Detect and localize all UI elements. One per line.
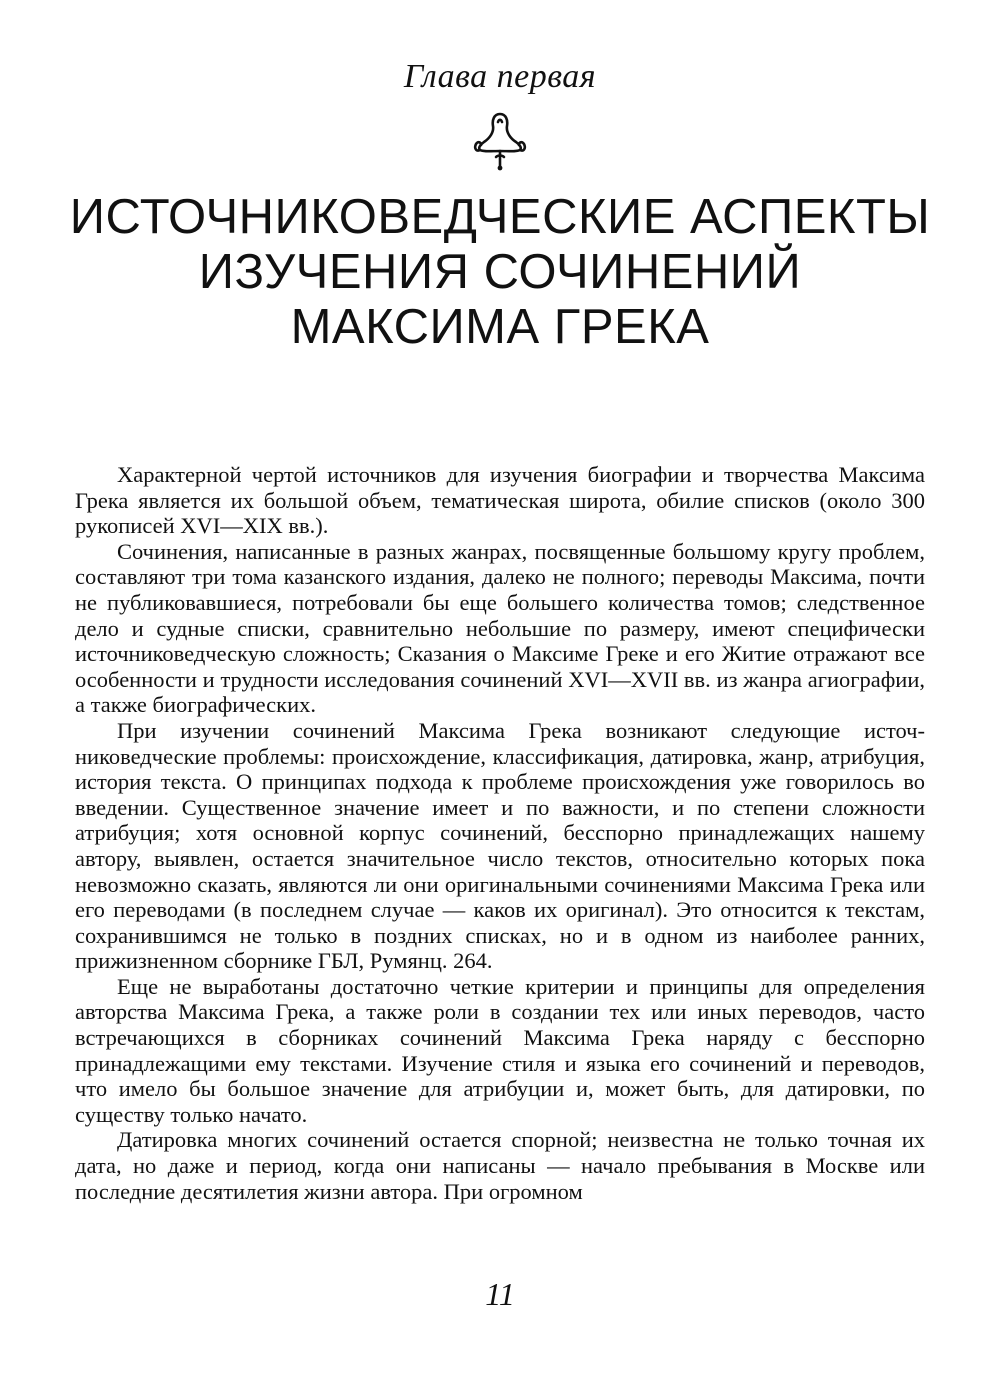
paragraph: Сочинения, написанные в разных жанрах, посвященные большому кругу проблем, составляют три тома казанского издания, далеко не полного; переводы Максима, почти не публиковавшиеся, потребовали бы еще большего количества томов; следственное дело и судные списки, сравнительно небольшие по размеру, имеют специфически источниковедческую сложность; Сказания о Максиме Греке и его Житие отражают все особенности и трудности исследования сочинений XVI—XVII вв. из жанра агиографии, а также биографических. — [75, 538, 925, 718]
chapter-title-line: ИСТОЧНИКОВЕДЧЕСКИЕ АСПЕКТЫ — [69, 190, 931, 244]
bell-ornament-icon — [472, 110, 528, 172]
page-number: 11 — [485, 1276, 515, 1312]
chapter-title — [60, 190, 940, 355]
chapter-label: Глава первая — [403, 58, 597, 95]
paragraph: Еще не выработаны достаточно четкие критерии и принципы для определения авторства Максима Грека, а также роли в создании тех или иных переводов, часто встречающихся в сборниках сочинений Максима Грека наряду с бесспорно принадлежащими ему текстами. Изучение стиля и языка его сочинений и переводов, что имело бы большое значение для атрибуции и, может быть, для датировки, по существу только начато. — [75, 973, 925, 1127]
paragraph: При изучении сочинений Максима Грека возникают следующие источниковедческие проблемы: происхождение, классификация, датировка, жанр, атрибуция, история текста. О принципах подхода к проблеме происхождения уже говорилось во введении. Существенное значение имеет и по важности, и по степени сложности атрибуция; хотя основной корпус сочинений, бесспорно принадлежащих нашему автору, выявлен, остается значительное число текстов, относительно которых пока невозможно сказать, являются ли они оригинальными сочинениями Максима Грека или его переводами (в последнем случае — каков их оригинал). Это относится к текстам, сохранившимся не только в поздних списках, но и в одном из наиболее ранних, прижизненном сборнике ГБЛ, Румянц. 264. — [75, 717, 925, 974]
paragraph: Датировка многих сочинений остается спорной; неизвестна не только точная их дата, но даже и период, когда они написаны — начало пребывания в Москве или последние десятилетия жизни автора. При огромном — [75, 1127, 925, 1204]
paragraph: Характерной чертой источников для изучения биографии и творчества Максима Грека является их большой объем, тематическая широта, обилие списков (около 300 рукописей XVI—XIX вв.). — [75, 462, 925, 539]
chapter-title-line: МАКСИМА ГРЕКА — [290, 300, 710, 354]
chapter-title-line: ИЗУЧЕНИЯ СОЧИНЕНИЙ — [198, 245, 802, 299]
body-text — [75, 462, 925, 1204]
